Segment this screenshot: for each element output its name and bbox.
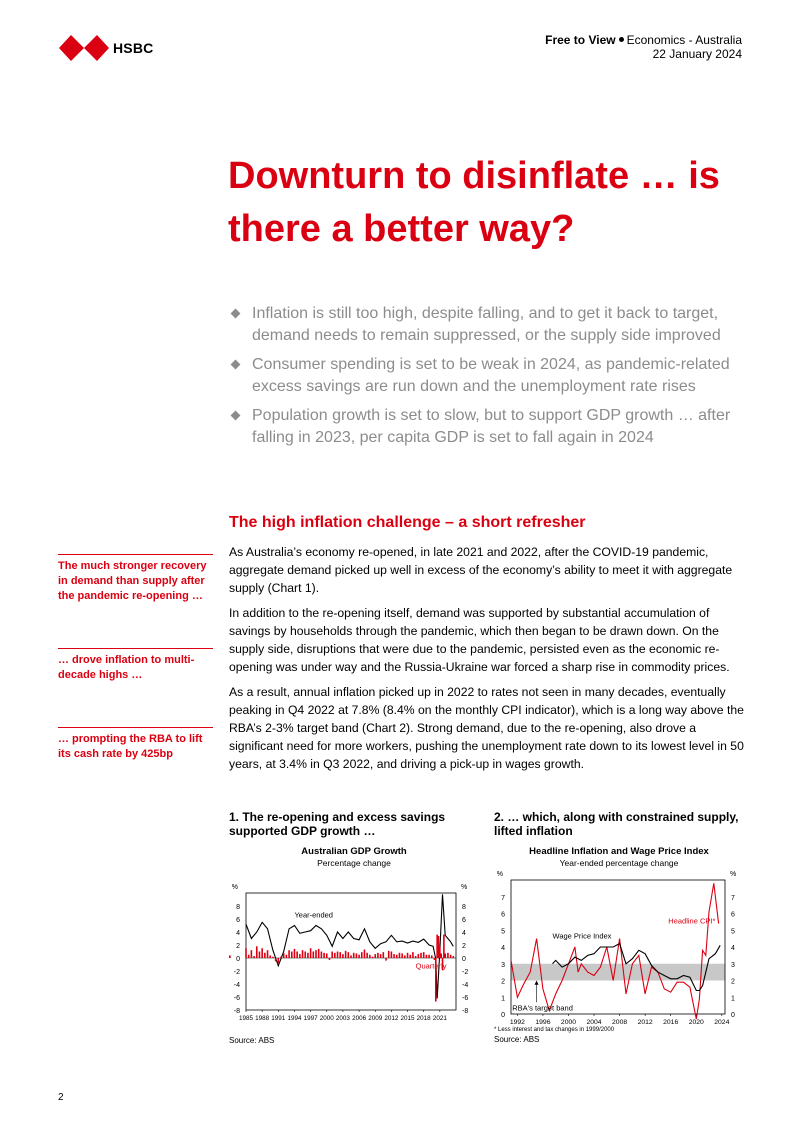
quarterly-bar [275,958,277,961]
y-tick-label-left: 6 [236,917,240,924]
quarterly-bar [426,955,428,958]
y-tick-label-left: -4 [233,982,240,989]
series-label: Year-ended [294,910,333,920]
key-point [230,303,750,347]
page-title: Downturn to disinflate … is there a better way? [228,155,720,250]
chart-footnote: * Less interest and tax changes in 1999/2000 [494,1027,615,1033]
hsbc-logo [59,35,153,61]
quarterly-bar [229,957,231,958]
x-tick-label: 2000 [560,1019,577,1026]
quarterly-bar [356,953,358,958]
quarterly-bar [412,952,414,958]
y-tick-label-left: 4 [236,930,240,937]
y-tick-label-left: 8 [236,904,240,911]
diamond-bullet-icon [231,360,241,370]
quarterly-bar [288,950,290,958]
y-tick-label-right: 0 [731,1012,735,1019]
quarterly-bar [280,957,282,958]
quarterly-bar [318,949,320,958]
y-tick-label-left: -6 [233,995,240,1002]
y-tick-label-left: 2 [501,978,505,986]
chart-inflation-wages [494,810,744,1044]
quarterly-bar [407,953,409,958]
series-label: Headline CPI* [668,916,716,926]
x-tick-label: 1997 [303,1015,318,1022]
x-tick-label: 1996 [535,1019,551,1026]
category-label: Economics - Australia [626,33,742,47]
quarterly-bar [393,954,395,958]
key-points [230,303,750,456]
chart-heading: 1. The re-opening and excess savings supported GDP growth … [229,810,446,838]
quarterly-bar [334,953,336,958]
quarterly-bar [444,953,446,958]
quarterly-bar [261,948,263,958]
quarterly-bar [264,953,266,958]
x-tick-label: 2012 [637,1019,653,1026]
paragraph: In addition to the re-opening itself, demand was supported by substantial accumulation of savings by households through the pandemic, which then began to be drawn down. On the supply side, disruptions that were due to the pandemic, persisted even as the economic re-opening was under way and the Russia-Ukraine war forced a sharp rise in commodity prices. [229,606,730,674]
quarterly-bar [331,952,333,959]
key-point-text: Population growth is set to slow, but to support GDP growth … after falling in 2023, per capita GDP is set to fall again in 2024 [252,407,731,446]
quarterly-bar [313,952,315,959]
quarterly-bar [453,956,455,958]
series-line-0 [511,883,719,1019]
y-unit-right: % [461,884,468,891]
x-tick-label: 2003 [335,1015,350,1022]
quarterly-bar [380,954,382,958]
quarterly-bar [267,950,269,958]
chart-title: Australian GDP Growth [301,846,407,857]
quarterly-bar [372,957,374,958]
quarterly-bar [323,953,325,958]
x-tick-label: 1991 [271,1015,286,1022]
x-tick-label: 2006 [352,1015,367,1022]
quarterly-bar [302,950,304,958]
quarterly-bar [296,952,298,959]
quarterly-bar [345,951,347,958]
y-tick-label-right: 6 [731,911,735,919]
quarterly-bar [321,952,323,959]
x-tick-label: 1988 [255,1015,270,1022]
quarterly-bar [291,952,293,959]
x-tick-label: 1994 [287,1015,302,1022]
y-unit-left: % [496,871,503,878]
quarterly-bar [366,953,368,958]
quarterly-bar [431,955,433,958]
x-tick-label: 2004 [586,1019,602,1026]
inflation-chart-plot [494,868,744,1026]
series-label: Wage Price Index [552,931,612,941]
quarterly-bar [361,952,363,958]
chart-source: Source: ABS [229,1036,275,1045]
y-tick-label-right: 6 [462,917,466,924]
quarterly-bar [315,950,317,958]
quarterly-bar [440,953,442,958]
header-meta [545,33,742,61]
paragraph: As a result, annual inflation picked up in 2022 to rates not seen in many decades, eventually peaking in Q4 2022 at 7.8% (8.4% on the monthly CPI indicator), which is a long way above the RBA’s 2-3% target band (Chart 2). Strong demand, due to the re-opening, also drove a significant need for more workers, pushing the unemployment rate down to its lowest level in 50 years, at 3.4% in Q3 2022, and driving a pick-up in wages growth. [229,685,744,771]
page-number: 2 [58,1092,64,1103]
y-tick-label-left: 6 [501,911,505,919]
quarterly-bar [326,953,328,958]
side-note: The much stronger recovery in demand than supply after the pandemic re-opening … [58,554,213,604]
quarterly-bar [374,954,376,958]
chart-heading: 2. … which, along with constrained supply, lifted inflation [494,810,739,838]
quarterly-bar [396,955,398,958]
chart-source: Source: ABS [494,1035,540,1044]
quarterly-bar [294,949,296,958]
brand-name: HSBC [113,40,154,56]
x-tick-label: 1992 [509,1019,525,1026]
y-tick-label-left: -8 [233,1008,240,1015]
x-tick-label: 2018 [416,1015,431,1022]
y-tick-label-right: 4 [462,930,466,937]
quarterly-bar [253,956,255,958]
key-point [230,354,750,398]
series-line-0 [246,894,453,998]
quarterly-bar [348,952,350,958]
key-point-text: Consumer spending is set to be weak in 2024, as pandemic-related excess savings are run down and the unemployment rate rises [252,356,730,395]
y-tick-label-right: -2 [462,969,469,976]
target-band [511,964,725,981]
y-tick-label-right: -8 [462,1008,469,1015]
quarterly-bar [385,958,387,961]
y-tick-label-right: 2 [731,978,735,986]
quarterly-bar [350,955,352,958]
quarterly-bar [278,958,280,963]
x-tick-label: 2009 [368,1015,383,1022]
quarterly-bar [307,953,309,958]
quarterly-bar [304,952,306,959]
x-tick-label: 1985 [238,1015,254,1022]
series-label: RBA's target band [512,1003,573,1013]
y-tick-label-right: 4 [731,945,735,952]
y-tick-label-left: 0 [501,1012,505,1019]
chart-subtitle: Percentage change [317,858,391,868]
y-tick-label-left: 0 [236,956,240,963]
bullet-dot-icon [619,37,624,42]
x-tick-label: 2008 [612,1019,628,1026]
y-tick-label-right: 5 [731,928,735,936]
y-tick-label-right: -6 [462,995,469,1002]
y-tick-label-right: 1 [731,995,735,1003]
body-text [229,543,745,780]
y-tick-label-left: 7 [501,894,505,902]
quarterly-bar [447,953,449,958]
key-point-text: Inflation is still too high, despite falling, and to get it back to target, demand needs to remain suppressed, or the supply side improved [252,305,721,344]
quarterly-bar [329,958,331,960]
quarterly-bar [337,952,339,959]
quarterly-bar [404,955,406,958]
y-tick-label-right: 0 [462,956,466,963]
hsbc-hexagon-icon [59,35,109,61]
plot-frame [246,893,456,1010]
publish-date: 22 January 2024 [652,47,742,61]
quarterly-bar [245,948,247,958]
band-arrow-icon [535,981,539,985]
diamond-bullet-icon [231,309,241,319]
quarterly-bar [415,956,417,958]
quarterly-bar [358,955,360,958]
quarterly-bar [383,952,385,958]
access-label: Free to View [545,33,616,47]
quarterly-bar [369,955,371,958]
y-tick-label-right: 2 [462,943,466,950]
y-tick-label-left: 4 [501,945,505,952]
quarterly-bar [420,953,422,958]
side-note: … drove inflation to multi-decade highs … [58,648,213,683]
quarterly-bar [286,955,288,958]
y-tick-label-right: 3 [731,961,735,969]
quarterly-bar [256,946,258,958]
quarterly-bar [353,953,355,958]
series-label: Quarterly [415,961,447,971]
quarterly-bar [259,952,261,959]
y-tick-label-left: 5 [501,928,505,936]
y-tick-label-right: -4 [462,982,469,989]
quarterly-bar [409,955,411,958]
key-point [230,405,750,449]
y-tick-label-left: 3 [501,961,505,969]
x-tick-label: 2000 [319,1015,334,1022]
quarterly-bar [269,955,271,958]
quarterly-bar [388,951,390,958]
x-tick-label: 2015 [400,1015,415,1022]
paragraph: As Australia’s economy re-opened, in late 2021 and 2022, after the COVID-19 pandemic, aggregate demand picked up well in excess of the economy’s ability to meet it with aggregate supply (Chart 1). [229,545,733,595]
quarterly-bar [377,953,379,958]
y-unit-left: % [231,884,238,891]
quarterly-bar [401,953,403,958]
quarterly-bar [423,952,425,958]
x-tick-label: 2016 [663,1019,679,1026]
quarterly-bar [283,953,285,958]
quarterly-bar [450,955,452,958]
quarterly-bar [251,950,253,958]
side-note: … prompting the RBA to lift its cash rate by 425bp [58,727,213,762]
chart-subtitle: Year-ended percentage change [559,858,679,868]
y-tick-label-left: 1 [501,995,505,1003]
quarterly-bar [342,954,344,958]
x-tick-label: 2020 [688,1019,704,1026]
y-tick-label-right: 7 [731,894,735,902]
quarterly-bar [339,952,341,958]
y-unit-right: % [730,871,737,878]
gdp-chart-plot [229,868,479,1034]
chart-title: Headline Inflation and Wage Price Index [529,846,709,857]
quarterly-bar [248,955,250,958]
y-tick-label-right: 8 [462,904,466,911]
chart-gdp-growth [229,810,479,1045]
quarterly-bar [272,957,274,958]
x-tick-label: 2024 [714,1019,730,1026]
quarterly-bar [310,948,312,958]
y-tick-label-left: -2 [233,969,240,976]
x-tick-label: 2021 [432,1015,447,1022]
diamond-bullet-icon [231,411,241,421]
x-tick-label: 2012 [384,1015,399,1022]
quarterly-bar [418,954,420,958]
quarterly-bar [399,953,401,958]
y-tick-label-left: 2 [236,943,240,950]
quarterly-bar [299,954,301,958]
section-heading: The high inflation challenge – a short refresher [229,514,586,531]
quarterly-bar [428,955,430,958]
quarterly-bar [391,952,393,959]
quarterly-bar [364,950,366,958]
